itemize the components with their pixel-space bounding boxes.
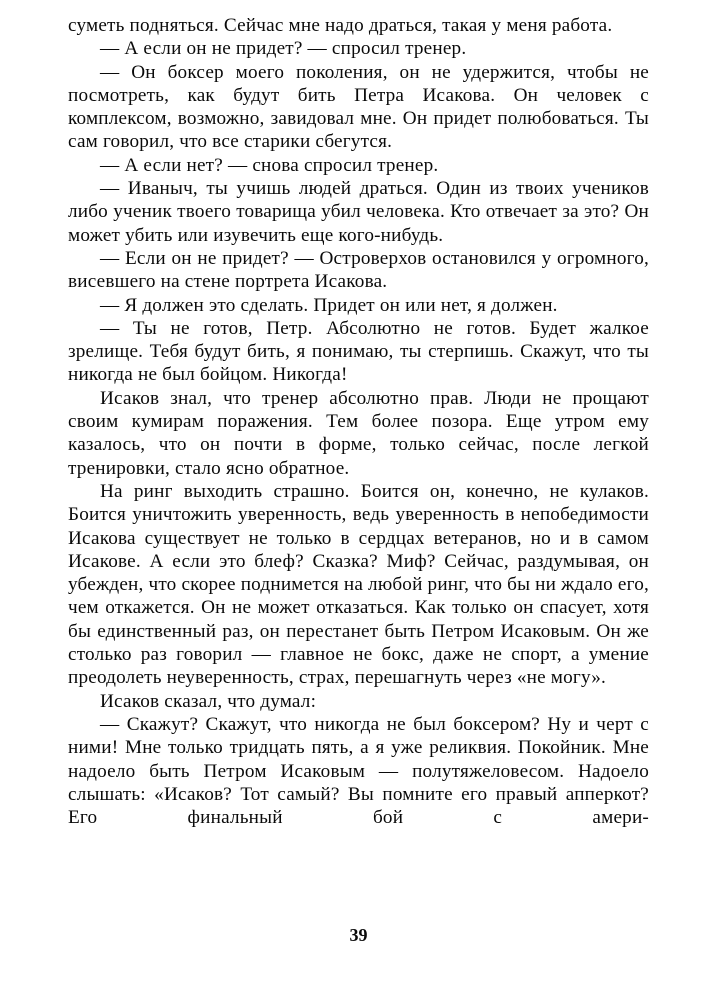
paragraph: — Если он не придет? — Островерхов остановился у огромного, висевшего на стене портрета Исакова. xyxy=(68,247,649,293)
paragraph: На ринг выходить страшно. Боится он, конечно, не кулаков. Боится уничтожить уверенность, ведь уверенность в непобедимости Исакова существует не только в сердцах ветеранов, но и в самом Исакове. А если это блеф? Сказка? Миф? Сейчас, раздумывая, он убежден, что скорее поднимется на любой ринг, что бы ни ждало его, чем откажется. Он не может отказаться. Как только он спасует, хотя бы единственный раз, он перестанет быть Петром Исаковым. Он же столько раз говорил — главное не бокс, даже не спорт, а умение преодолеть неуверенность, страх, перешагнуть через «не могу». xyxy=(68,480,649,689)
paragraph: суметь подняться. Сейчас мне надо драться, такая у меня работа. xyxy=(68,15,613,36)
paragraph: — Ты не готов, Петр. Абсолютно не готов. Будет жалкое зрелище. Тебя будут бить, я понимаю, ты стерпишь. Скажут, что ты никогда не был бойцом. Никогда! xyxy=(68,317,649,386)
paragraph: — А если нет? — снова спросил тренер. xyxy=(100,154,439,176)
paragraph: — Иваныч, ты учишь людей драться. Один из твоих учеников либо ученик твоего товарища убил человека. Кто отвечает за это? Он может убить или изувечить еще кого-нибудь. xyxy=(68,178,649,246)
paragraph: — А если он не придет? — спросил тренер. xyxy=(100,38,467,60)
page-number: 39 xyxy=(349,925,368,945)
paragraph: — Я должен это сделать. Придет он или нет, я должен. xyxy=(100,294,558,316)
paragraph: Исаков сказал, что думал: xyxy=(100,690,317,712)
paragraph: — Скажут? Скажут, что никогда не был боксером? Ну и черт с ними! Мне только тридцать пять, а я уже реликвия. Покойник. Мне надоело быть Петром Исаковым — полутяжеловесом. Надоело слышать: «Исаков? Тот самый? Вы помните его правый апперкот? Его финальный бой с амери- xyxy=(68,713,649,829)
paragraph: Исаков знал, что тренер абсолютно прав. Люди не прощают своим кумирам поражения. Тем более позора. Еще утром ему казалось, что он почти в форме, только сейчас, после легкой тренировки, стало ясно обратное. xyxy=(68,387,649,479)
page-text-body xyxy=(68,14,649,829)
paragraph: — Он боксер моего поколения, он не удержится, чтобы не посмотреть, как будут бить Петра Исакова. Он человек с комплексом, возможно, завидовал мне. Он придет полюбоваться. Ты сам говорил, что все старики сбегутся. xyxy=(68,61,649,153)
